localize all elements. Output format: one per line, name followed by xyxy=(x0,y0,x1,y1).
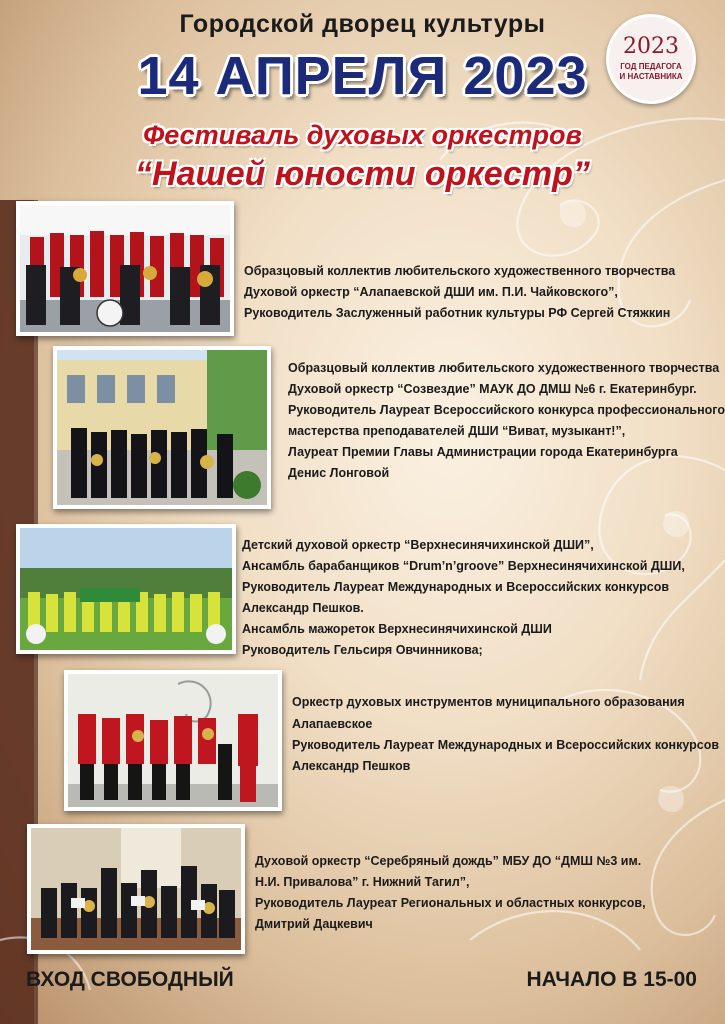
band-photo-4 xyxy=(64,670,282,811)
band-2-line-4: мастерства преподавателей ДШИ “Виват, музыкант!”, xyxy=(288,424,626,438)
band-photo-3-image xyxy=(20,528,232,650)
band-3-line-4: Александр Пешков. xyxy=(242,601,364,615)
band-4-line-1: Оркестр духовых инструментов муниципального образования xyxy=(292,695,685,709)
logo-caption xyxy=(609,62,693,82)
band-5-line-1: Духовой оркестр “Серебряный дождь” МБУ ДО “ДМШ №3 им. xyxy=(255,854,642,868)
band-3-line-3: Руководитель Лауреат Международных и Всероссийских конкурсов xyxy=(242,580,670,594)
band-photo-2 xyxy=(53,346,271,509)
band-3-line-6: Руководитель Гельсиря Овчинникова; xyxy=(242,643,483,657)
logo-year: 2023 xyxy=(623,34,679,59)
band-description-2 xyxy=(288,358,725,484)
logo-caption-line1: ГОД ПЕДАГОГА xyxy=(620,62,682,71)
band-2-line-3: Руководитель Лауреат Всероссийского конкурса профессионального xyxy=(288,403,725,417)
band-description-1 xyxy=(244,261,675,324)
start-time-notice: НАЧАЛО В 15-00 xyxy=(526,968,697,991)
band-3-line-1: Детский духовой оркестр “Верхнесинячихинской ДШИ”, xyxy=(242,538,594,552)
band-photo-4-image xyxy=(68,674,278,807)
festival-label: Фестиваль духовых оркестров xyxy=(143,120,582,150)
teacher-year-logo xyxy=(606,14,696,104)
band-1-line-2: Духовой оркестр “Алапаевской ДШИ им. П.И. Чайковского”, xyxy=(244,285,618,299)
band-2-line-1: Образцовый коллектив любительского художественного творчества xyxy=(288,361,720,375)
band-1-line-1: Образцовый коллектив любительского художественного творчества xyxy=(244,264,676,278)
band-4-line-2: Алапаевское xyxy=(292,717,373,731)
band-3-line-2: Ансамбль барабанщиков “Drum’n’groove” Верхнесинячихинской ДШИ, xyxy=(242,559,685,573)
band-photo-5 xyxy=(27,824,245,954)
logo-caption-line2: И НАСТАВНИКА xyxy=(619,72,683,81)
band-photo-2-image xyxy=(57,350,267,505)
event-date: 14 АПРЕЛЯ 2023 xyxy=(137,46,588,106)
band-photo-1-image xyxy=(20,205,230,332)
band-2-line-6: Денис Лонговой xyxy=(288,466,390,480)
band-5-line-3: Руководитель Лауреат Региональных и областных конкурсов, xyxy=(255,896,646,910)
band-photo-5-image xyxy=(31,828,241,950)
free-entry-notice: ВХОД СВОБОДНЫЙ xyxy=(26,968,234,991)
band-1-line-3: Руководитель Заслуженный работник культуры РФ Сергей Стяжкин xyxy=(244,306,671,320)
organization-name: Городской дворец культуры xyxy=(179,10,546,38)
band-5-line-2: Н.И. Привалова” г. Нижний Тагил”, xyxy=(255,875,470,889)
festival-title: “Нашей юности оркестр” xyxy=(135,155,590,193)
band-4-line-4: Александр Пешков xyxy=(292,759,411,773)
band-2-line-2: Духовой оркестр “Созвездие” МАУК ДО ДМШ №6 г. Екатеринбург. xyxy=(288,382,697,396)
band-description-5 xyxy=(255,851,646,935)
band-2-line-5: Лауреат Премии Главы Администрации города Екатеринбурга xyxy=(288,445,678,459)
band-4-line-3: Руководитель Лауреат Международных и Всероссийских конкурсов xyxy=(292,738,720,752)
band-5-line-4: Дмитрий Дацкевич xyxy=(255,917,373,931)
band-description-3 xyxy=(242,535,685,661)
band-description-4 xyxy=(292,692,719,777)
band-photo-1 xyxy=(16,201,234,336)
band-3-line-5: Ансамбль мажореток Верхнесинячихинской ДШИ xyxy=(242,622,552,636)
band-photo-3 xyxy=(16,524,236,654)
